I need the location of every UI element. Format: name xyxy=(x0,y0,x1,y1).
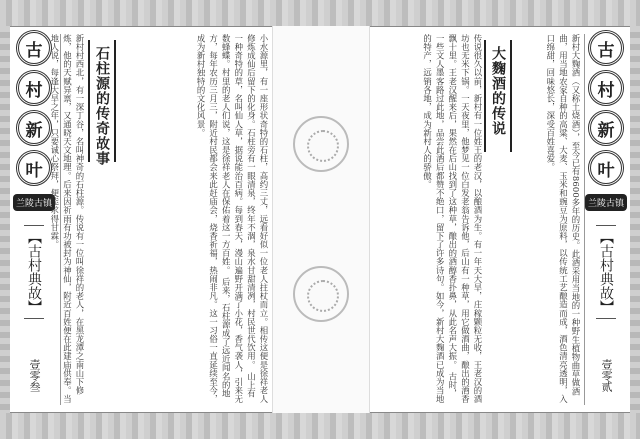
page-number: 壹零叁 xyxy=(28,359,41,392)
section-label: 【古村典故】 xyxy=(24,225,44,319)
paragraph: 小水源里，有一座形状奇特的石柱，高约三丈，远看好似一位老人拄杖而立。相传这便是徐祥老人修炼成仙后留下的化身。石柱旁有一眼清泉，终年不涸，泉水甘甜清冽，村民世代饮用。 xyxy=(246,34,269,404)
spine-char: 古 xyxy=(588,30,624,66)
spine-char: 新 xyxy=(16,110,52,146)
paragraph: 山上有一种奇特的草，名叫仙人草，据说能治百病。每到春天，漫山遍野开满了小花，香气袭人，引来无数蜂蝶。村里的老人们说，这是徐祥老人在保佑着这一方百姓。 xyxy=(221,34,257,404)
text-column: 新村大麴酒（又称土烧酒），至今已有8600多年的历史。此酒采用当地的一种野生植物曲草做酒曲，用当地农家自种的高粱、大麦、玉米和豌豆为原料，以传统工艺酿造而成，酒色清亮透明，入口绵甜，回味悠长，深受百姓喜爱。 xyxy=(545,34,581,404)
paragraph: 后来，石柱源成了远近闻名的地方，每年农历三月三，附近村民都会来此赶庙会，烧香祈福，热闹非凡。这一习俗一直延续至今，成为新村独特的文化风景。 xyxy=(196,34,232,404)
decorative-top-border xyxy=(0,0,640,27)
story-title: 石柱源的传奇故事 xyxy=(94,46,110,166)
spine-char: 叶 xyxy=(588,150,624,186)
text-body xyxy=(120,34,270,406)
right-spine xyxy=(584,30,628,392)
ornament-bottom xyxy=(293,266,349,322)
text-column: 新村村西北，有一深丁谷，名叫神奇的石柱源。传说有一位叫徐祥的老人，在黑龙潭之南山下修炼，他的天赋异禀，又通晓天文地理。后来因祈雨有功被封为神仙，附近百姓便在此建庙供奉。当地人说，每逢大旱之年，只要诚心祭拜，便能求得甘霖。 xyxy=(49,34,85,404)
section-label: 【古村典故】 xyxy=(596,225,616,319)
spine-tag: 兰陵古镇 xyxy=(13,194,55,211)
spine-char: 村 xyxy=(588,70,624,106)
spine-char: 新 xyxy=(588,110,624,146)
page-number: 壹零贰 xyxy=(600,359,613,392)
decorative-right-border xyxy=(630,26,640,413)
spine-char: 村 xyxy=(16,70,52,106)
decorative-bottom-border xyxy=(0,412,640,439)
spine-tag: 兰陵古镇 xyxy=(585,194,627,211)
spine-char: 叶 xyxy=(16,150,52,186)
spine-char: 古 xyxy=(16,30,52,66)
ornament-top xyxy=(293,116,349,172)
page-gutter xyxy=(272,26,370,413)
decorative-left-border xyxy=(0,26,10,413)
story-title: 大麴酒的传说 xyxy=(490,46,506,136)
paragraph: 古时，一些文人墨客路过此地，品尝此酒后都赞不绝口，留下了许多诗句。如今，新村大麴酒已成为当地的特产，远销各地，成为新村人的骄傲。 xyxy=(422,34,458,404)
text-body xyxy=(374,34,484,406)
paragraph: 传说很久以前，新村有一位姓王的老汉，以酿酒为生。有一年天大旱，庄稼颗粒无收，王老汉的酒坊也无米下锅。一天夜里，他梦见一位白发老翁告诉他，后山有一种草，用它做酒曲，酿出的酒香飘十里。王老汉醒来后，果然在后山找到了这种草，酿出的酒醇香扑鼻，从此名声大振。 xyxy=(447,34,483,404)
